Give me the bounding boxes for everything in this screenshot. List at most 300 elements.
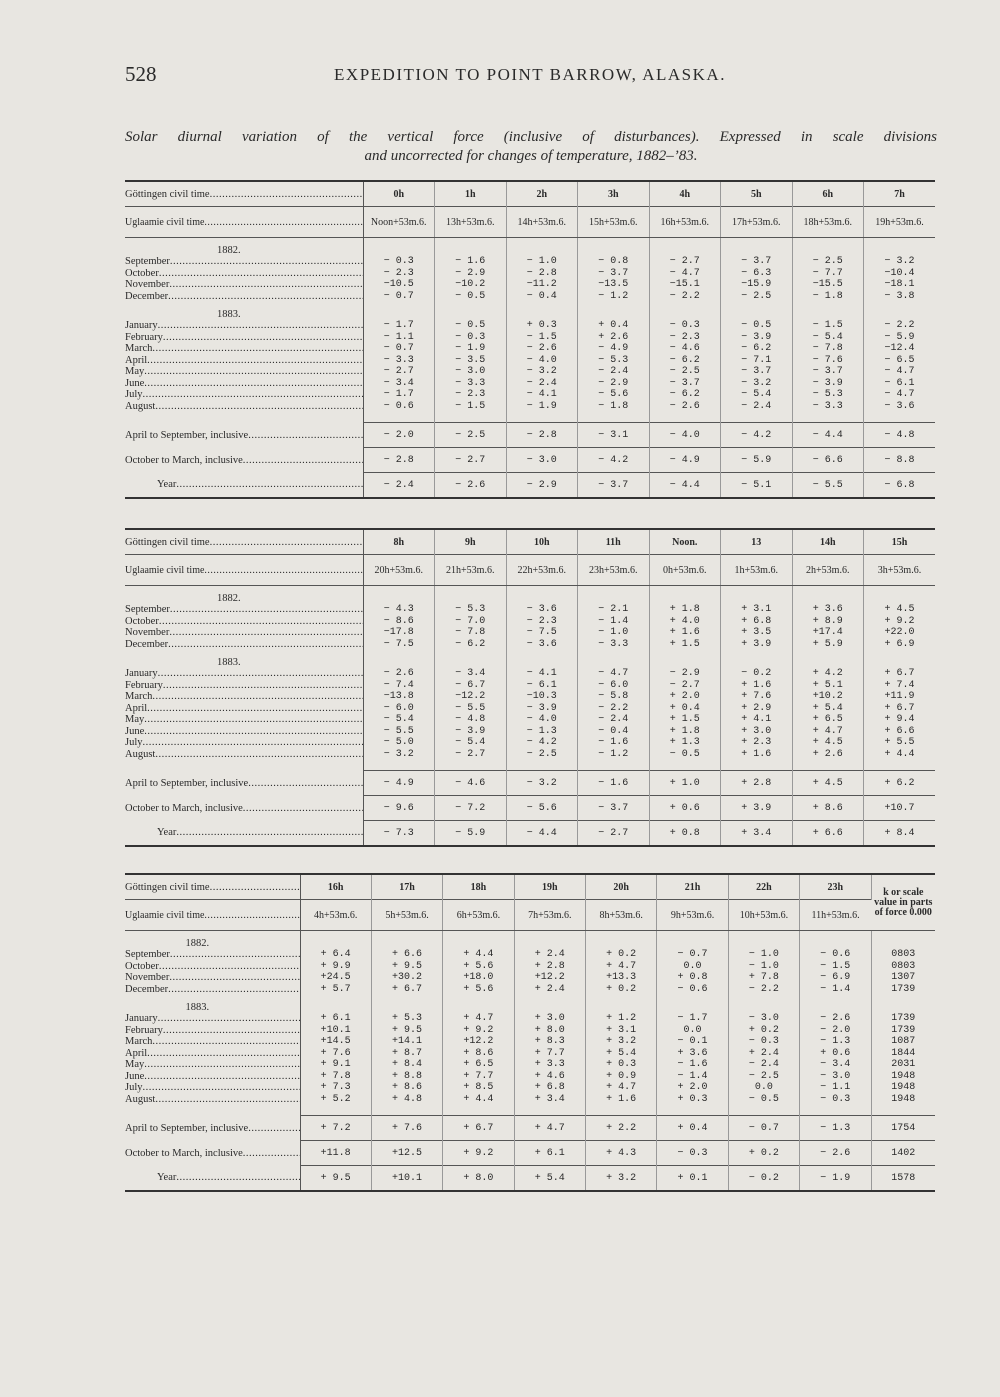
value-cell: + 1.5: [649, 639, 721, 651]
value-cell: + 5.3: [371, 1013, 442, 1025]
value-cell: − 0.5: [728, 1094, 799, 1106]
value-cell: − 5.3: [435, 604, 507, 616]
summary-label: Year: [157, 827, 177, 839]
value-cell: − 2.5: [721, 291, 793, 303]
value-cell: − 0.3: [435, 332, 507, 344]
value-cell: +12.2: [443, 1036, 514, 1048]
value-cell: + 9.9: [300, 961, 371, 973]
empty-cell: [435, 650, 507, 668]
summary-label-wrap: [125, 430, 363, 441]
month-label: August: [125, 1093, 156, 1105]
summary-value: +10.7: [864, 796, 936, 821]
gottingen-label-cell: [125, 874, 300, 900]
leader-dots: [248, 778, 362, 789]
month-label-wrap: [125, 332, 363, 344]
leader-dots: [204, 217, 362, 228]
month-label-cell: [125, 604, 363, 616]
summary-value: + 7.6: [371, 1116, 442, 1141]
value-cell: − 3.7: [649, 378, 721, 390]
value-cell: − 3.7: [792, 366, 864, 378]
k-scale-value: 1844: [891, 1047, 916, 1059]
table-row: [125, 627, 935, 639]
value-cell: + 3.9: [721, 639, 793, 651]
summary-value: + 7.2: [300, 1116, 371, 1141]
value-cell: + 0.3: [657, 1094, 728, 1106]
value-cell: − 5.4: [792, 332, 864, 344]
value-cell: + 1.5: [649, 714, 721, 726]
empty-cell: [871, 931, 935, 950]
summary-label-wrap: [125, 803, 363, 814]
value-cell: + 7.6: [721, 691, 793, 703]
leader-dots: [147, 355, 362, 367]
value-cell: − 6.0: [363, 703, 435, 715]
leader-dots: [155, 749, 362, 761]
value-cell: −10.4: [884, 267, 915, 279]
uglaamie-label-wrap: [125, 910, 300, 921]
value-cell: +17.4: [792, 627, 864, 639]
value-cell: − 3.2: [506, 366, 578, 378]
gottingen-hour: 18h: [443, 874, 514, 900]
value-cell: − 5.4: [435, 737, 507, 749]
value-cell: − 3.3: [363, 355, 435, 367]
value-cell: + 3.0: [721, 726, 793, 738]
year-1882: [125, 586, 935, 605]
value-cell: + 1.8: [649, 604, 721, 616]
value-cell: + 6.4: [300, 949, 371, 961]
value-cell: − 0.3: [800, 1094, 871, 1106]
summary-label-cell: [125, 1166, 300, 1192]
value-cell: + 0.3: [586, 1059, 657, 1071]
leader-dots: [170, 949, 300, 961]
caption-line-1: Solar diurnal variation of the vertical force (inclusive of disturbances). Expressed in scale divisions: [125, 129, 937, 145]
empty-cell: [649, 302, 721, 320]
value-cell: − 2.3: [649, 332, 721, 344]
summary-value: − 2.8: [363, 448, 435, 473]
value-cell: +30.2: [371, 972, 442, 984]
value-cell: − 4.6: [649, 343, 721, 355]
month-label-cell: [125, 1036, 300, 1048]
summary-value: − 2.6: [800, 1141, 871, 1166]
value-cell: − 5.6: [578, 389, 650, 401]
leader-dots: [204, 910, 299, 921]
month-label-wrap: [125, 1036, 300, 1048]
month-label: August: [125, 400, 156, 412]
value-cell: − 1.0: [506, 256, 578, 268]
table-row: [125, 1094, 935, 1106]
gottingen-hour: 17h: [371, 874, 442, 900]
month-label: February: [125, 331, 163, 343]
month-label-wrap: [125, 961, 300, 973]
value-cell: − 4.9: [578, 343, 650, 355]
value-cell: − 3.3: [435, 378, 507, 390]
value-cell: − 2.1: [578, 604, 650, 616]
month-label-cell: [125, 668, 363, 680]
value-cell: − 2.9: [649, 668, 721, 680]
caption-line-2: and uncorrected for changes of temperature, 1882–’83.: [364, 148, 698, 164]
value-cell: − 1.7: [657, 1013, 728, 1025]
year-1883: [125, 650, 935, 668]
leader-dots: [155, 401, 362, 413]
gottingen-hour: 13: [721, 529, 793, 555]
value-cell: − 7.1: [721, 355, 793, 367]
empty-cell: [578, 586, 650, 605]
value-cell: − 6.2: [649, 355, 721, 367]
value-cell: − 1.2: [578, 749, 650, 761]
k-scale-value: 1739: [891, 1013, 916, 1024]
k-scale-value: 0803: [891, 949, 916, 960]
value-cell: − 3.6: [506, 604, 578, 616]
k-scale-value: 1754: [871, 1116, 935, 1141]
value-cell: + 8.5: [443, 1082, 514, 1094]
value-cell: +12.2: [514, 972, 585, 984]
value-cell: + 5.9: [792, 639, 864, 651]
value-cell: − 0.3: [649, 320, 721, 332]
value-cell: + 7.8: [300, 1071, 371, 1083]
leader-dots: [143, 1082, 300, 1094]
value-cell: + 4.6: [514, 1071, 585, 1083]
value-cell: − 3.7: [721, 256, 793, 268]
gottingen-row: [125, 874, 935, 900]
empty-cell: [649, 238, 721, 257]
value-cell: + 4.4: [443, 949, 514, 961]
value-cell: + 4.4: [884, 748, 915, 760]
summary-value: + 2.2: [586, 1116, 657, 1141]
k-scale-value: 0803: [891, 960, 916, 972]
summary-value: + 5.4: [514, 1166, 585, 1192]
month-label-wrap: [125, 726, 363, 738]
value-cell: + 0.9: [586, 1071, 657, 1083]
value-cell: − 3.4: [800, 1059, 871, 1071]
k-scale-value: 1948: [891, 1070, 916, 1082]
value-cell: − 6.0: [578, 680, 650, 692]
empty-cell: [586, 931, 657, 950]
leader-dots: [169, 279, 362, 291]
empty-cell: [371, 995, 442, 1013]
value-cell: + 4.4: [443, 1094, 514, 1106]
value-cell: − 2.2: [728, 984, 799, 996]
value-cell: − 0.5: [435, 320, 507, 332]
leader-dots: [210, 882, 300, 893]
value-cell: − 6.9: [800, 972, 871, 984]
uglaamie-hour: 4h+53m.6.: [300, 900, 371, 931]
gottingen-hour: 14h: [792, 529, 864, 555]
value-cell: − 4.7: [884, 366, 915, 377]
uglaamie-row: [125, 900, 935, 931]
value-cell: −10.5: [363, 279, 435, 291]
value-cell: + 6.7: [371, 984, 442, 996]
empty-cell: [578, 650, 650, 668]
gottingen-hour: 15h: [864, 529, 936, 555]
summary-label-cell: [125, 423, 363, 448]
empty-cell: [721, 650, 793, 668]
month-label-cell: [125, 1071, 300, 1083]
summary-value: − 4.2: [721, 423, 793, 448]
gottingen-hour: 21h: [657, 874, 728, 900]
uglaamie-row: [125, 555, 935, 586]
value-cell: + 6.8: [514, 1082, 585, 1094]
month-label: June: [125, 377, 145, 389]
month-label: April: [125, 1047, 148, 1059]
value-cell: +13.3: [586, 972, 657, 984]
uglaamie-hour: Noon+53m.6.: [363, 207, 435, 238]
table-row: [125, 749, 935, 761]
gottingen-hour: 0h: [363, 181, 435, 207]
empty-cell: [728, 1105, 799, 1116]
value-cell: +14.5: [300, 1036, 371, 1048]
summary-value: + 6.2: [864, 771, 936, 796]
value-cell: − 1.4: [800, 984, 871, 996]
value-cell: + 4.8: [371, 1094, 442, 1106]
value-cell: −13.5: [578, 279, 650, 291]
value-cell: + 9.2: [884, 615, 915, 627]
gottingen-label-wrap: [125, 537, 363, 548]
month-label-wrap: [125, 366, 363, 378]
empty-cell: [721, 412, 793, 423]
table-row: [125, 726, 935, 738]
value-cell: − 2.8: [506, 268, 578, 280]
leader-dots: [248, 1123, 299, 1134]
month-label-cell: [125, 268, 363, 280]
value-cell: + 5.7: [300, 984, 371, 996]
month-label: July: [125, 1082, 143, 1093]
value-cell: + 8.6: [371, 1082, 442, 1094]
value-cell: − 2.5: [728, 1071, 799, 1083]
month-label-cell: [125, 961, 300, 973]
uglaamie-hour: 6h+53m.6.: [443, 900, 514, 931]
uglaamie-label-wrap: [125, 217, 363, 228]
month-label: November: [125, 627, 170, 638]
value-cell: − 3.9: [721, 332, 793, 344]
value-cell: − 2.4: [578, 366, 650, 378]
month-label: May: [125, 1059, 145, 1070]
leader-dots: [243, 1148, 300, 1159]
empty-cell: [792, 302, 864, 320]
k-scale-value: 2031: [891, 1059, 916, 1070]
summary-value: − 0.2: [728, 1166, 799, 1192]
month-label-wrap: [125, 1094, 300, 1106]
empty-cell: [864, 760, 936, 771]
leader-dots: [168, 639, 362, 651]
gottingen-hour: 7h: [864, 181, 936, 207]
summary-value: + 8.0: [443, 1166, 514, 1192]
empty-cell: [871, 1105, 935, 1116]
value-cell: + 2.9: [721, 703, 793, 715]
table-row: [125, 668, 935, 680]
month-label-wrap: [125, 680, 363, 692]
value-cell: + 0.2: [586, 949, 657, 961]
month-label-wrap: [125, 639, 363, 651]
value-cell: −11.2: [506, 279, 578, 291]
empty-cell: [649, 412, 721, 423]
summary-row: [125, 423, 935, 448]
value-cell: − 1.6: [657, 1059, 728, 1071]
value-cell: − 1.2: [578, 291, 650, 303]
month-label: October: [125, 615, 159, 627]
empty-cell: [506, 650, 578, 668]
month-label-wrap: [125, 616, 363, 628]
uglaamie-hour: 20h+53m.6.: [363, 555, 435, 586]
value-cell: −18.1: [884, 279, 915, 290]
summary-value: − 5.9: [721, 448, 793, 473]
value-cell: + 5.1: [792, 680, 864, 692]
summary-value: − 3.0: [506, 448, 578, 473]
value-cell: − 7.6: [792, 355, 864, 367]
uglaamie-hour: 18h+53m.6.: [792, 207, 864, 238]
year-1882-label-cell: 1882.: [125, 931, 300, 950]
month-label-cell: [125, 291, 363, 303]
k-scale-value: 1578: [871, 1166, 935, 1192]
summary-value: − 2.0: [363, 423, 435, 448]
value-cell: + 9.5: [371, 1025, 442, 1037]
uglaamie-hour: 3h+53m.6.: [864, 555, 936, 586]
value-cell: − 4.7: [884, 389, 915, 400]
month-label: September: [125, 604, 170, 615]
summary-label-wrap: [125, 827, 363, 838]
value-cell: − 3.9: [435, 726, 507, 738]
month-label-wrap: [125, 268, 363, 280]
uglaamie-label-cell: [125, 900, 300, 931]
month-label: June: [125, 725, 145, 737]
value-cell: − 1.0: [728, 961, 799, 973]
value-cell: − 2.7: [363, 366, 435, 378]
value-cell: − 7.4: [363, 680, 435, 692]
empty-cell: [728, 931, 799, 950]
value-cell: − 0.6: [657, 984, 728, 996]
summary-value: − 2.8: [506, 423, 578, 448]
summary-value: + 9.5: [300, 1166, 371, 1192]
summary-value: + 1.0: [649, 771, 721, 796]
summary-value: − 2.4: [363, 473, 435, 499]
uglaamie-row: [125, 207, 935, 238]
value-cell: − 6.3: [721, 268, 793, 280]
value-cell: − 1.9: [506, 401, 578, 413]
value-cell: − 4.2: [506, 737, 578, 749]
table-row: [125, 256, 935, 268]
month-label: July: [125, 737, 143, 748]
empty-cell: [443, 995, 514, 1013]
month-label-cell: [125, 343, 363, 355]
empty-cell: [125, 412, 363, 423]
empty-cell: [721, 760, 793, 771]
page-header: [125, 62, 935, 90]
gap-row: [125, 760, 935, 771]
summary-row: [125, 1141, 935, 1166]
summary-label-cell: [125, 473, 363, 499]
value-cell: − 0.6: [800, 949, 871, 961]
value-cell: + 6.6: [884, 725, 915, 737]
value-cell: + 0.3: [506, 320, 578, 332]
gottingen-label: Göttingen civil time: [125, 188, 210, 200]
uglaamie-hour: 22h+53m.6.: [506, 555, 578, 586]
value-cell: − 7.5: [506, 627, 578, 639]
value-cell: +22.0: [884, 627, 915, 638]
summary-value: − 4.4: [649, 473, 721, 499]
month-label: February: [125, 1024, 163, 1036]
month-label-cell: [125, 389, 363, 401]
value-cell: − 3.4: [363, 378, 435, 390]
uglaamie-label: Uglaamie civil time: [125, 216, 205, 228]
k-scale-value: 1402: [871, 1141, 935, 1166]
summary-value: + 0.2: [728, 1141, 799, 1166]
value-cell: − 0.3: [363, 256, 435, 268]
value-cell: − 3.4: [435, 668, 507, 680]
month-label-cell: [125, 726, 363, 738]
empty-cell: [800, 1105, 871, 1116]
value-cell: + 0.2: [728, 1025, 799, 1037]
value-cell: − 2.4: [728, 1059, 799, 1071]
month-label-wrap: [125, 703, 363, 715]
table-row: [125, 343, 935, 355]
summary-value: − 2.9: [506, 473, 578, 499]
uglaamie-hour: 23h+53m.6.: [578, 555, 650, 586]
value-cell: − 2.6: [649, 401, 721, 413]
month-label: November: [125, 279, 170, 290]
empty-cell: [435, 238, 507, 257]
value-cell: − 0.5: [435, 291, 507, 303]
value-cell: − 3.9: [506, 703, 578, 715]
summary-row: [125, 771, 935, 796]
value-cell: + 4.1: [721, 714, 793, 726]
table-row: [125, 1025, 935, 1037]
value-cell: − 1.8: [792, 291, 864, 303]
value-cell: + 8.3: [514, 1036, 585, 1048]
table-row: [125, 401, 935, 413]
uglaamie-hour: 9h+53m.6.: [657, 900, 728, 931]
month-label: December: [125, 290, 169, 302]
value-cell: − 1.9: [435, 343, 507, 355]
month-label-cell: [125, 737, 363, 749]
summary-value: + 4.3: [586, 1141, 657, 1166]
value-cell: − 2.3: [363, 268, 435, 280]
value-cell: + 6.8: [721, 616, 793, 628]
table-row: [125, 268, 935, 280]
summary-value: − 1.6: [578, 771, 650, 796]
month-label-wrap: [125, 343, 363, 355]
month-label-cell: [125, 279, 363, 291]
summary-row: [125, 1116, 935, 1141]
summary-value: − 4.8: [864, 423, 936, 448]
summary-row: [125, 473, 935, 499]
value-cell: − 1.5: [435, 401, 507, 413]
value-cell: +10.1: [300, 1025, 371, 1037]
month-label-cell: [125, 355, 363, 367]
summary-value: − 3.2: [506, 771, 578, 796]
value-cell: −10.3: [506, 691, 578, 703]
value-cell: + 4.5: [884, 604, 915, 615]
value-cell: − 2.6: [363, 668, 435, 680]
month-label: April: [125, 702, 148, 714]
uglaamie-hour: 14h+53m.6.: [506, 207, 578, 238]
summary-value: + 0.4: [657, 1116, 728, 1141]
empty-cell: [586, 995, 657, 1013]
month-label: August: [125, 748, 156, 760]
uglaamie-hour: 10h+53m.6.: [728, 900, 799, 931]
value-cell: + 1.8: [649, 726, 721, 738]
value-cell: + 1.6: [649, 627, 721, 639]
k-scale-value: 1739: [891, 1024, 916, 1036]
empty-cell: [363, 302, 435, 320]
value-cell: + 4.7: [586, 961, 657, 973]
value-cell: − 3.3: [792, 401, 864, 413]
month-label: February: [125, 679, 163, 691]
value-cell: − 0.4: [506, 291, 578, 303]
value-cell: − 2.2: [884, 320, 915, 331]
leader-dots: [169, 627, 362, 639]
value-cell: −15.5: [792, 279, 864, 291]
value-cell: + 7.6: [300, 1048, 371, 1060]
value-cell: + 4.2: [792, 668, 864, 680]
leader-dots: [147, 703, 362, 715]
